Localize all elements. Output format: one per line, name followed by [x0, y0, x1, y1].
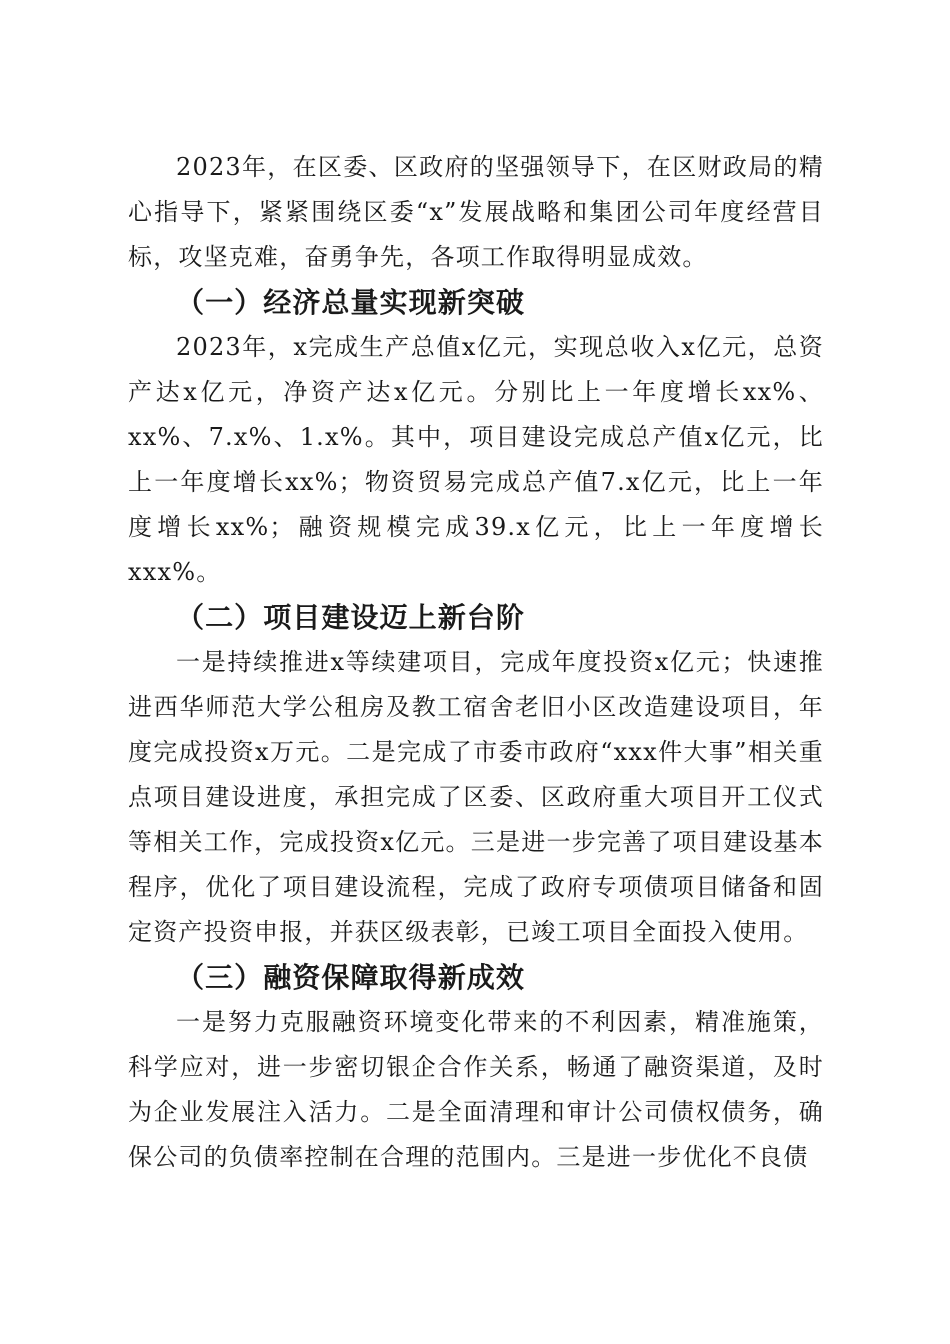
section-body-financing: 一是努力克服融资环境变化带来的不利因素，精准施策，科学应对，进一步密切银企合作关系，畅通了融资渠道，及时为企业发展注入活力。二是全面清理和审计公司债权债务，确保公司的负债率控制在合理的范围内。三是进一步优化不良债	[128, 1008, 824, 1171]
section-heading-economy: （一）经济总量实现新突破	[176, 286, 525, 319]
section-heading-projects: （二）项目建设迈上新台阶	[176, 601, 525, 634]
section-heading-financing: （三）融资保障取得新成效	[176, 961, 525, 994]
document-page	[128, 145, 824, 1180]
section-body-projects: 一是持续推进x等续建项目，完成年度投资x亿元；快速推进西华师范大学公租房及教工宿舍老旧小区改造建设项目，年度完成投资x万元。二是完成了市委市政府“xxx件大事”相关重点项目建设进度，承担完成了区委、区政府重大项目开工仪式等相关工作，完成投资x亿元。三是进一步完善了项目建设基本程序，优化了项目建设流程，完成了政府专项债项目储备和固定资产投资申报，并获区级表彰，已竣工项目全面投入使用。	[128, 648, 824, 946]
section-body-economy: 2023年，x完成生产总值x亿元，实现总收入x亿元，总资产达x亿元，净资产达x亿元。分别比上一年度增长xx%、xx%、7.x%、1.x%。其中，项目建设完成总产值x亿元，比上一年度增长xx%；物资贸易完成总产值7.x亿元，比上一年度增长xx%；融资规模完成39.x亿元，比上一年度增长xxx%。	[128, 333, 824, 586]
intro-paragraph: 2023年，在区委、区政府的坚强领导下，在区财政局的精心指导下，紧紧围绕区委“x”发展战略和集团公司年度经营目标，攻坚克难，奋勇争先，各项工作取得明显成效。	[128, 153, 824, 271]
